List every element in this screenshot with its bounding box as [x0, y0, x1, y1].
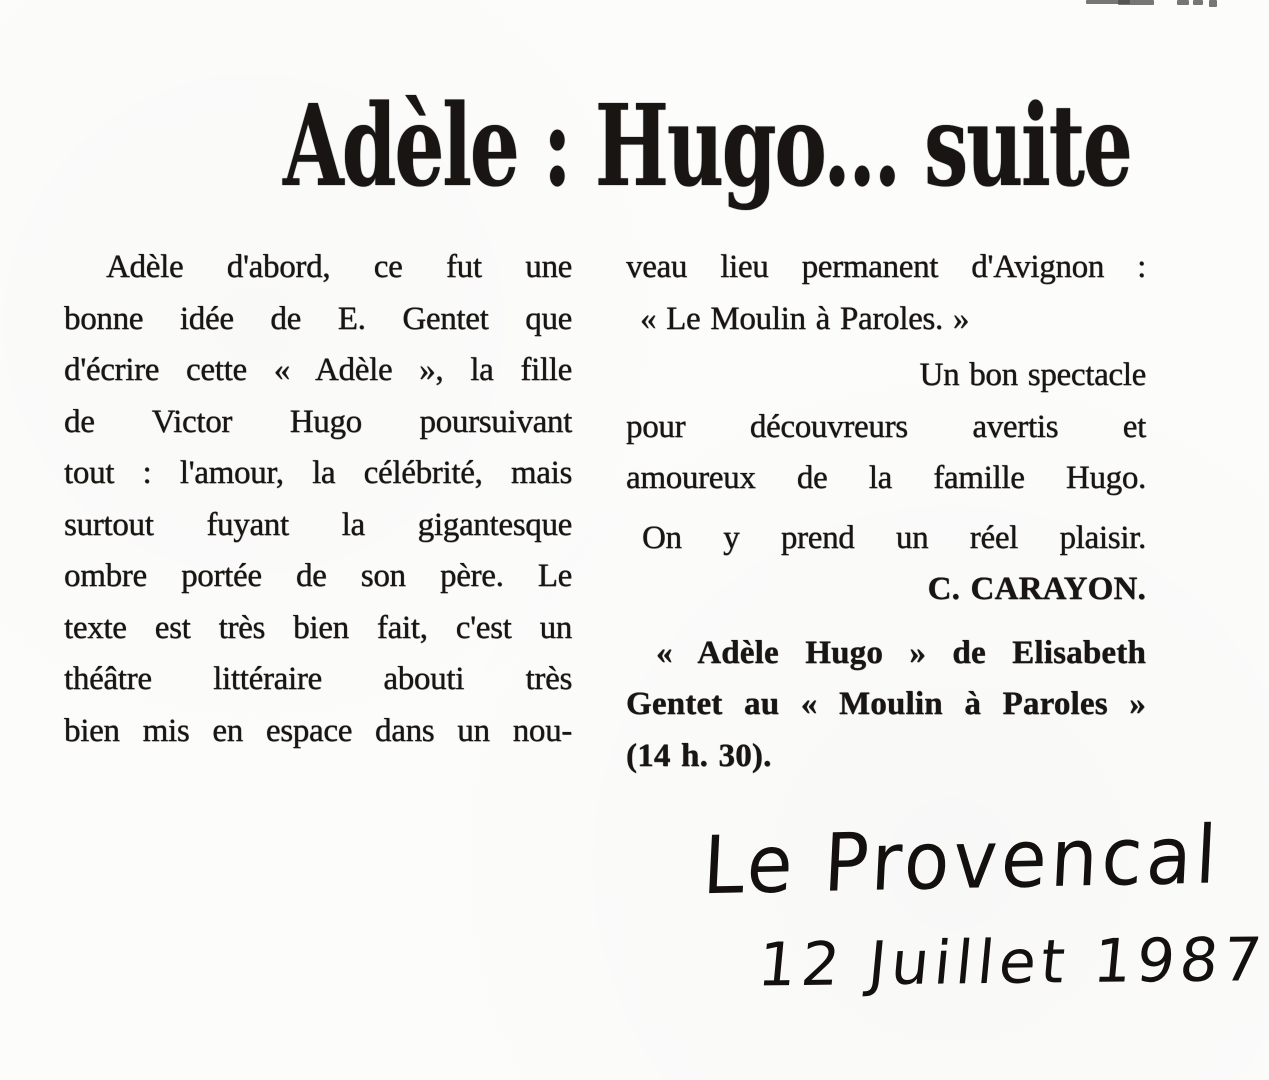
article-headline [283, 72, 1131, 222]
text-line: bien mis en espace dans un nou- [64, 712, 572, 749]
scan-artifact [1193, 0, 1203, 5]
text-line: C. CARAYON. [927, 571, 1146, 607]
headline-text: Adèle : Hugo... suite [283, 81, 1131, 212]
text-line: On y prend un réel plaisir. [642, 519, 1146, 556]
text-line: amoureux de la famille Hugo. [626, 460, 1146, 496]
handwritten-publication-name: Le Provencal [700, 808, 1223, 913]
text-line: surtout fuyant la gigantesque [64, 506, 572, 543]
scan-artifact [1209, 0, 1217, 7]
text-line: « Adèle Hugo » de Elisabeth [656, 634, 1146, 671]
text-line: Adèle d'abord, ce fut une [106, 249, 572, 285]
text-line: Gentet au « Moulin à Paroles » [626, 686, 1146, 722]
text-line: de Victor Hugo poursuivant [64, 403, 572, 440]
text-line: Un bon spectacle [919, 357, 1146, 393]
text-line: pour découvreurs avertis et [626, 408, 1146, 445]
text-line: (14 h. 30). [626, 737, 772, 774]
scan-artifact [1118, 0, 1154, 5]
handwritten-date: 12 Juillet 1987 [755, 925, 1269, 1001]
text-line: texte est très bien fait, c'est un [64, 609, 572, 646]
scan-artifact [1177, 0, 1189, 5]
text-line: théâtre littéraire abouti très [64, 661, 572, 697]
text-line: ombre portée de son père. Le [64, 558, 572, 594]
article-column-left [64, 242, 572, 757]
article-column-right [626, 242, 1146, 782]
text-line: tout : l'amour, la célébrité, mais [64, 455, 572, 491]
handwritten-source-note [698, 807, 1269, 1008]
text-line: « Le Moulin à Paroles. » [640, 300, 970, 337]
text-line: veau lieu permanent d'Avignon : [626, 249, 1146, 285]
text-line: bonne idée de E. Gentet que [64, 300, 572, 337]
text-line: d'écrire cette « Adèle », la fille [64, 352, 572, 388]
